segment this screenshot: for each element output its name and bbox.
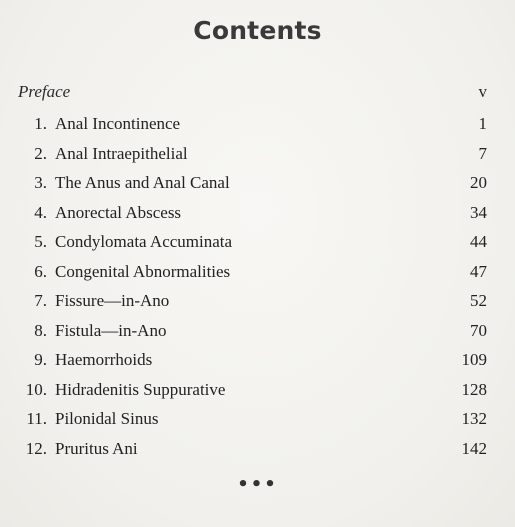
toc-entry-page: 70: [470, 320, 487, 340]
toc-preface-row: [18, 82, 487, 106]
toc-entry-page: 109: [461, 350, 487, 369]
toc-entry: [18, 436, 487, 466]
toc-entry-title: Fissure—in-Ano: [55, 291, 170, 310]
toc-entry-number: 7.: [34, 291, 47, 310]
toc-entry-page: 128: [461, 379, 487, 399]
toc-entry-number: 1.: [34, 114, 47, 133]
toc-preface-label: Preface: [18, 82, 71, 101]
toc-entry-page: 47: [470, 261, 487, 281]
toc-entry-number: 3.: [34, 173, 47, 192]
toc-entry-number: 5.: [34, 232, 47, 251]
toc-entry: [18, 200, 487, 230]
toc-entry-page: 142: [461, 438, 487, 458]
toc-entry-page: 20: [470, 173, 487, 192]
toc-entry-page: 132: [461, 409, 487, 428]
toc-entry-title: Congenital Abnormalities: [55, 261, 231, 281]
toc-entry: [18, 229, 487, 259]
toc-entry: [18, 259, 487, 289]
toc-list: [18, 111, 487, 465]
toc-entry: [18, 377, 487, 407]
toc-entry-number: 10.: [25, 379, 47, 399]
toc-entry-number: 6.: [34, 261, 47, 281]
continuation-ellipsis: •••: [237, 474, 278, 495]
toc-entry: [18, 318, 487, 348]
toc-entry-number: 8.: [34, 320, 47, 340]
toc-preface-page: v: [478, 82, 487, 101]
toc-entry: [18, 170, 487, 200]
toc-entry-title: Fistula—in-Ano: [55, 320, 167, 340]
toc-entry-title: Anal Intraepithelial: [55, 143, 188, 163]
toc-entry-title: The Anus and Anal Canal: [55, 173, 230, 192]
toc-entry: [18, 141, 487, 171]
toc-entry: [18, 406, 487, 436]
toc-entry-page: 52: [470, 291, 487, 310]
toc-entry-title: Haemorrhoids: [55, 350, 153, 369]
toc-entry-number: 2.: [34, 143, 47, 163]
toc-entry-title: Pilonidal Sinus: [55, 409, 159, 428]
toc-entry-title: Anal Incontinence: [55, 114, 181, 133]
toc-entry-number: 11.: [26, 409, 47, 428]
toc-entry-number: 4.: [34, 202, 47, 222]
toc-entry: [18, 288, 487, 318]
toc-entry-page: 44: [470, 232, 487, 251]
toc-entry: [18, 347, 487, 377]
page-title: Contents: [193, 16, 322, 45]
toc-entry-page: 34: [470, 202, 487, 222]
toc-entry: [18, 111, 487, 141]
toc-entry-page: 7: [478, 143, 487, 163]
toc-entry-title: Pruritus Ani: [55, 438, 138, 458]
toc-entry-title: Condylomata Accuminata: [55, 232, 233, 251]
toc-entry-title: Hidradenitis Suppurative: [55, 379, 226, 399]
toc-entry-number: 12.: [25, 438, 47, 458]
toc-entry-number: 9.: [34, 350, 47, 369]
toc-entry-page: 1: [478, 114, 487, 133]
toc-entry-title: Anorectal Abscess: [55, 202, 182, 222]
